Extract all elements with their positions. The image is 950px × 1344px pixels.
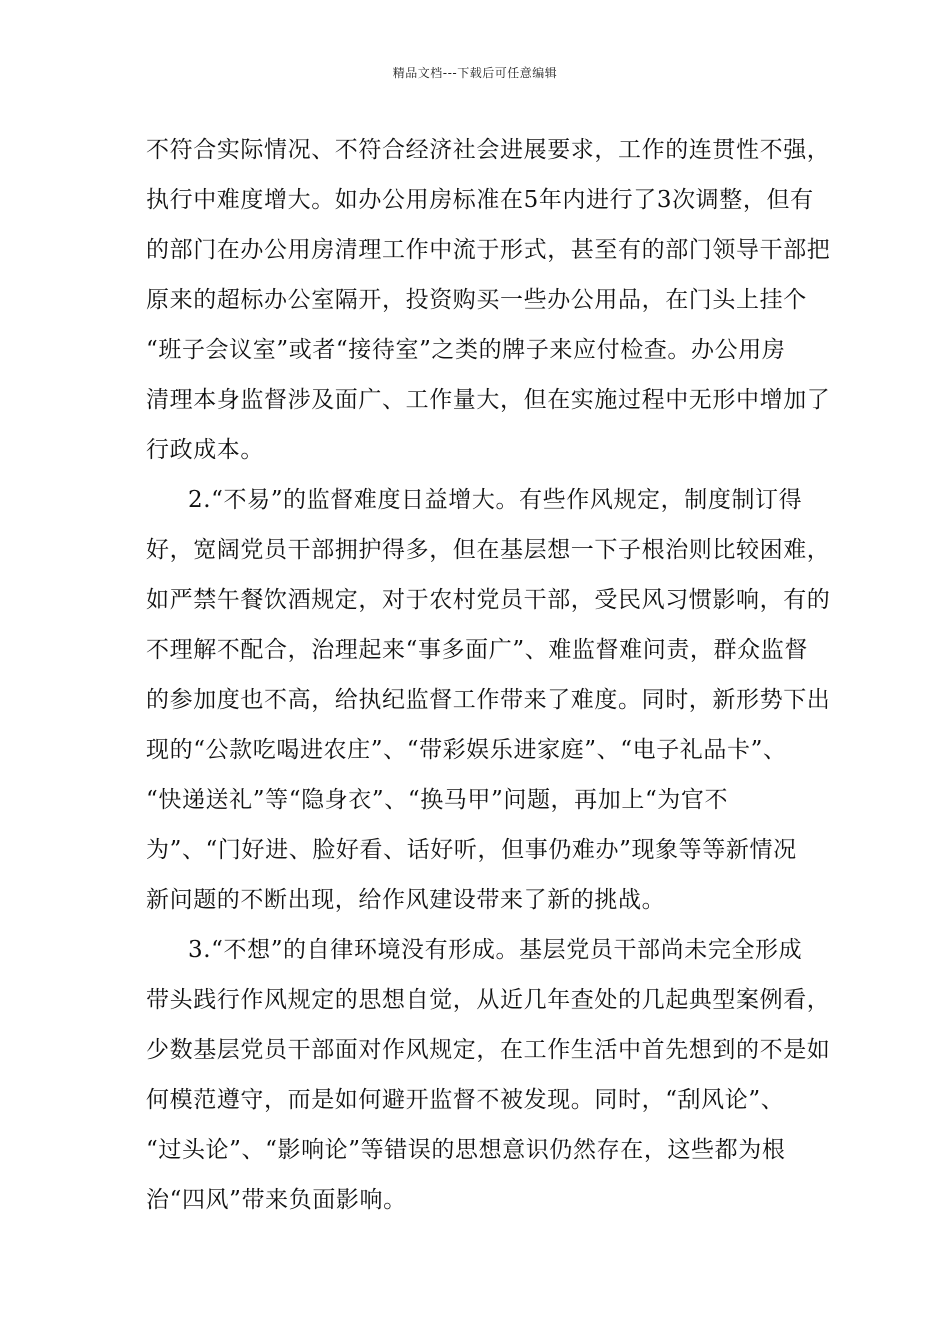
text-line: “快递送礼”等“隐身衣”、“换马甲”问题，再加上“为官不 xyxy=(146,787,729,813)
text-line: 治“四风”带来负面影响。 xyxy=(146,1187,407,1213)
text-line: 的参加度也不高，给执纪监督工作带来了难度。同时，新形势下出 xyxy=(146,687,831,713)
text-line: 的部门在办公用房清理工作中流于形式，甚至有的部门领导干部把 xyxy=(146,237,831,263)
text-line: 为”、“门好进、脸好看、话好听，但事仍难办”现象等等新情况 xyxy=(146,837,797,863)
text-line: 新问题的不断出现，给作风建设带来了新的挑战。 xyxy=(146,887,666,913)
paragraph-start-line: 2.“不易”的监督难度日益增大。有些作风规定，制度制订得 xyxy=(188,487,803,513)
text-line: 现的“公款吃喝进农庄”、“带彩娱乐进家庭”、“电子礼品卡”、 xyxy=(146,737,787,763)
paragraph-start-line: 3.“不想”的自律环境没有形成。基层党员干部尚未完全形成 xyxy=(188,937,803,963)
text-line: 何模范遵守，而是如何避开监督不被发现。同时，“刮风论”、 xyxy=(146,1087,785,1113)
text-line: 如严禁午餐饮酒规定，对于农村党员干部，受民风习惯影响，有的 xyxy=(146,587,831,613)
text-line: “班子会议室”或者“接待室”之类的牌子来应付检查。办公用房 xyxy=(146,337,786,363)
text-line: 不符合实际情况、不符合经济社会进展要求，工作的连贯性不强， xyxy=(146,137,831,163)
text-line: “过头论”、“影响论”等错误的思想意识仍然存在，这些都为根 xyxy=(146,1137,786,1163)
text-line: 执行中难度增大。如办公用房标准在5年内进行了3次调整，但有 xyxy=(146,187,814,213)
text-line: 清理本身监督涉及面广、工作量大，但在实施过程中无形中增加了 xyxy=(146,387,831,413)
text-line: 原来的超标办公室隔开，投资购买一些办公用品，在门头上挂个 xyxy=(146,287,807,313)
text-line: 不理解不配合，治理起来“事多面广”、难监督难问责，群众监督 xyxy=(146,637,808,663)
page-header: 精品文档---下载后可任意编辑 xyxy=(392,66,558,80)
text-line: 行政成本。 xyxy=(146,437,264,463)
text-line: 带头践行作风规定的思想自觉，从近几年查处的几起典型案例看， xyxy=(146,987,831,1013)
text-line: 少数基层党员干部面对作风规定，在工作生活中首先想到的不是如 xyxy=(146,1037,831,1063)
text-line: 好，宽阔党员干部拥护得多，但在基层想一下子根治则比较困难， xyxy=(146,537,831,563)
